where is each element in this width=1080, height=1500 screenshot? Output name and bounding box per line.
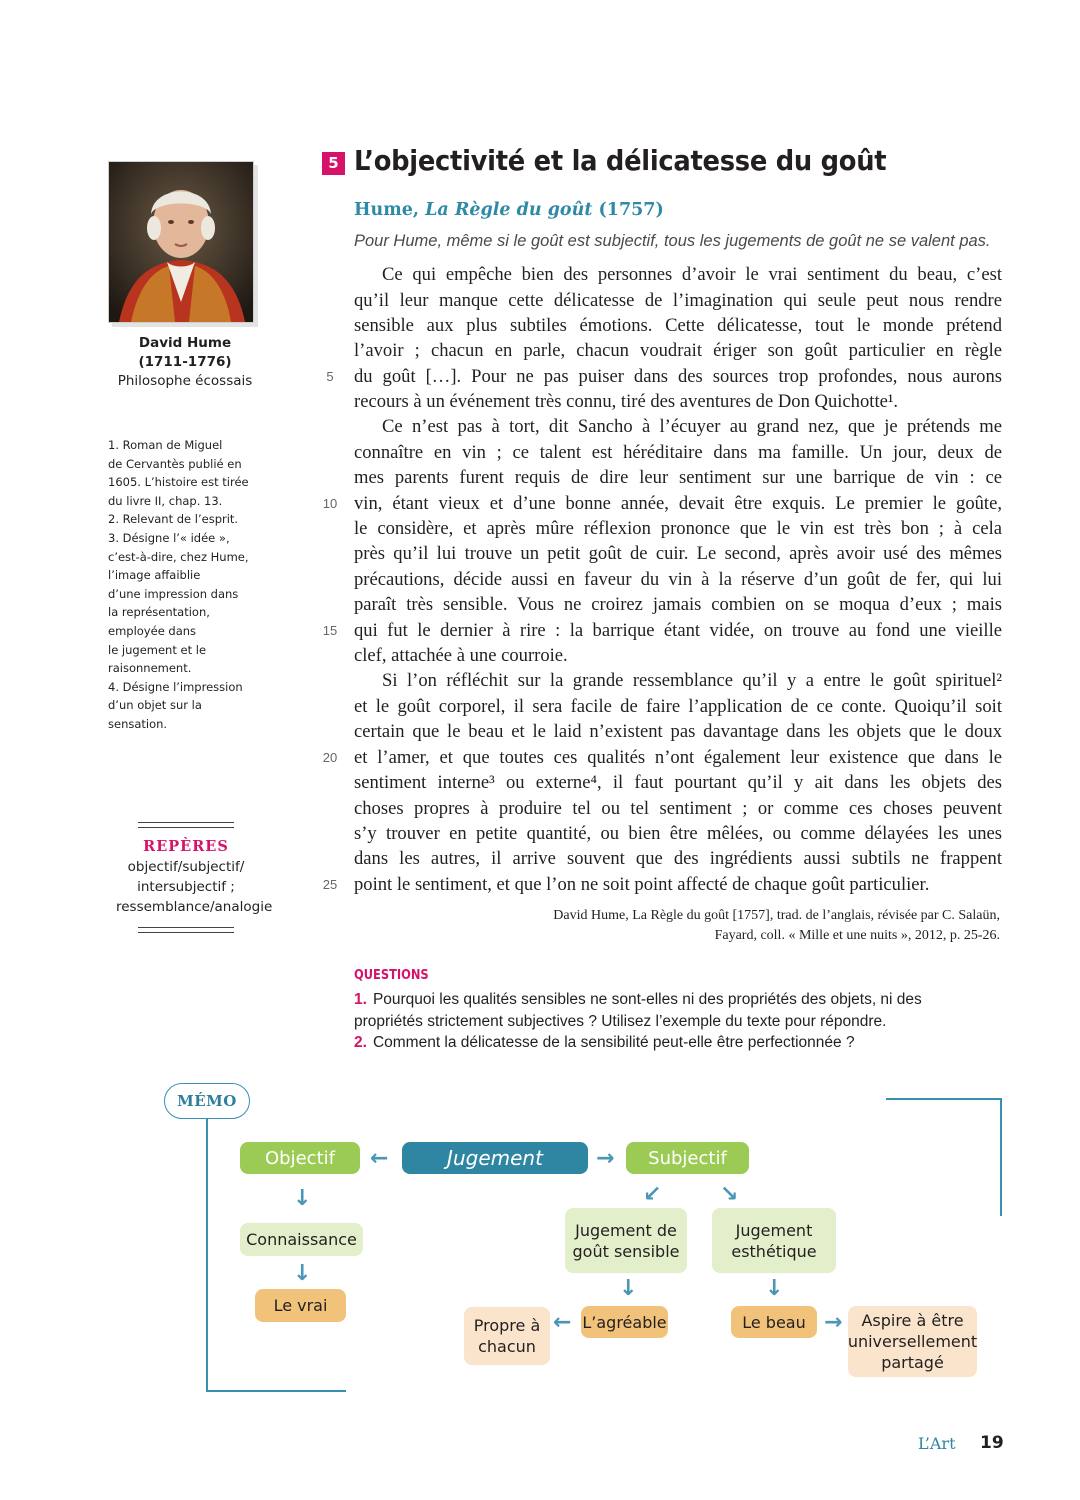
intro-text: Pour Hume, même si le goût est subjectif, tous les jugements de goût ne se valent pas.	[354, 232, 991, 250]
line-number: 5	[326, 369, 334, 384]
box-line: partagé	[881, 1353, 944, 1372]
arrow-down-right-icon: ↘	[720, 1182, 739, 1207]
footnote-line: d’un objet sur la	[108, 698, 202, 713]
text-line: clef, attachée à une courroie.	[354, 645, 568, 666]
arrow-right-icon: →	[824, 1310, 843, 1335]
line-number: 20	[322, 750, 338, 765]
text-line: dans les autres, il arrive souvent que des ingrédients aussi subtils ne frappent	[354, 848, 1002, 869]
footnotes	[108, 436, 268, 734]
text-line: connaître en vin ; ce talent est héréditaire dans ma famille. Un jour, deux de	[354, 442, 1002, 463]
reperes-box	[116, 822, 273, 933]
text-line: Ce qui empêche bien des personnes d’avoir le vrai sentiment du beau, c’est	[382, 264, 1002, 285]
source-work: La Règle du goût	[425, 200, 593, 220]
question-text: Comment la délicatesse de la sensibilité peut-elle être perfectionnée ?	[372, 1034, 855, 1051]
text-line: point le sentiment, et que l’on ne soit point affecté de chaque goût particulier.	[354, 874, 930, 895]
box-line: universellement	[847, 1332, 978, 1351]
question-text: Pourquoi les qualités sensibles ne sont-elles ni des propriétés des objets, ni des	[372, 991, 922, 1008]
box-jugement: Jugement	[402, 1142, 588, 1174]
memo-frame-line	[206, 1390, 346, 1392]
box-le-vrai: Le vrai	[255, 1289, 346, 1322]
memo-frame-line	[886, 1098, 1001, 1100]
divider	[138, 927, 234, 933]
source-author: Hume,	[354, 200, 420, 220]
reperes-line: objectif/subjectif/	[127, 859, 245, 875]
text-line: choses propres à produire tel ou tel sentiment ; or comme ces choses peuvent	[354, 798, 1002, 819]
footer-section: L’Art	[918, 1434, 956, 1453]
footnote-line: le jugement et le	[108, 642, 207, 657]
text-line: Si l’on réfléchit sur la grande ressemblance qu’il y a entre le goût spirituel²	[382, 670, 1002, 691]
box-subjectif: Subjectif	[626, 1142, 749, 1174]
source-year: (1757)	[598, 200, 664, 220]
text-line: près qu’il lui trouve un petit goût de cuir. Le second, après avoir usé des mêmes	[354, 543, 1002, 564]
footnote-line: c’est-à-dire, chez Hume,	[108, 549, 249, 564]
box-aspire-universel	[848, 1306, 977, 1377]
text-line: certain que le beau et le laid n’existent pas davantage dans les objets que le doux	[354, 721, 1002, 742]
citation	[430, 906, 1000, 946]
source-title	[354, 200, 664, 220]
portrait-image	[109, 162, 253, 322]
text-line: qu’il leur manque cette délicatesse de l’imagination qui seule peut nous rendre	[354, 290, 1002, 311]
footnote-line: la représentation,	[108, 605, 210, 620]
box-jugement-esthetique	[712, 1208, 836, 1273]
document-number-badge: 5	[322, 152, 345, 175]
question-1	[354, 989, 922, 1010]
text-line: recours à un événement très connu, tiré des aventures de Don Quichotte¹.	[354, 391, 899, 412]
arrow-right-icon: →	[596, 1146, 615, 1171]
box-line: Propre à	[473, 1316, 541, 1335]
footnote-line: d’une impression dans	[108, 586, 239, 601]
arrow-down-icon: ↓	[293, 1261, 312, 1286]
footnote-line: 1605. L’histoire est tirée	[108, 475, 249, 490]
page-number: 19	[980, 1433, 1004, 1453]
text-line: précautions, décide aussi en faveur du vin à la réserve d’un goût de fer, qui lui	[354, 569, 1002, 590]
text-line: sensible aux plus subtiles émotions. Cette délicatesse, tout le monde prétend	[354, 315, 1002, 336]
text-line: vin, étant vieux et d’une bonne année, devait être exquis. Le premier le goûte,	[354, 493, 1002, 514]
footnote-line: de Cervantès publié en	[108, 456, 242, 471]
text-line: du goût […]. Pour ne pas puiser dans des sources trop profondes, nous aurons	[354, 366, 1002, 387]
box-line: chacun	[478, 1337, 536, 1356]
box-objectif: Objectif	[240, 1142, 360, 1174]
question-number: 1.	[354, 991, 367, 1008]
box-connaissance: Connaissance	[240, 1223, 363, 1256]
memo-frame-line	[206, 1117, 208, 1391]
footnote-line: 2. Relevant de l’esprit.	[108, 512, 239, 527]
text-line: qui fut le dernier à rire : la barrique étant vidée, on trouve au fond une vieille	[354, 620, 1002, 641]
line-number: 15	[322, 623, 338, 638]
footnote-line: 4. Désigne l’impression	[108, 679, 243, 694]
citation-line: Fayard, coll. « Mille et une nuits », 2012, p. 25-26.	[714, 928, 1000, 943]
citation-line: David Hume, La Règle du goût [1757], trad. de l’anglais, révisée par C. Salaün,	[553, 908, 1000, 923]
footnote-line: 3. Désigne l’« idée »,	[108, 530, 230, 545]
box-jugement-gout-sensible	[565, 1208, 687, 1273]
arrow-left-icon: ←	[553, 1310, 572, 1335]
line-number: 25	[322, 877, 338, 892]
footnote-line: raisonnement.	[108, 661, 192, 676]
box-le-beau: Le beau	[731, 1306, 817, 1338]
box-line: Aspire à être	[861, 1311, 964, 1330]
reperes-line: intersubjectif ;	[137, 879, 235, 895]
author-dates: (1711-1776)	[138, 354, 232, 370]
text-line: le considère, et après mûre réflexion prononce que le vin est très bon ; à cela	[354, 518, 1002, 539]
footnote-line: employée dans	[108, 623, 197, 638]
footnote-line: 1. Roman de Miguel	[108, 438, 223, 452]
box-line: Jugement	[735, 1220, 813, 1240]
text-line: et l’amer, et que toutes ces qualités n’ont également leur existence que dans le	[354, 747, 1002, 768]
text-line: mes parents furent requis de dire leur sentiment sur une barrique de vin : ce	[354, 467, 1002, 488]
box-propre-a-chacun	[464, 1307, 550, 1365]
question-1-continued: propriétés strictement subjectives ? Utilisez l’exemple du texte pour répondre.	[354, 1013, 887, 1030]
footnote-line: du livre II, chap. 13.	[108, 493, 223, 508]
arrow-down-icon: ↓	[765, 1276, 784, 1301]
arrow-down-left-icon: ↙	[643, 1182, 662, 1207]
text-line: Ce n’est pas à tort, dit Sancho à l’écuyer au grand nez, que je prétends me	[382, 416, 1002, 437]
memo-badge: MÉMO	[164, 1083, 250, 1119]
text-line: et le goût corporel, il sera facile de faire l’application de ce conte. Quoiqu’il soit	[354, 696, 1002, 717]
author-role: Philosophe écossais	[117, 373, 253, 389]
author-portrait	[108, 161, 254, 323]
text-line: sentiment interne³ ou externe⁴, il faut pourtant qu’il y ait dans les objets des	[354, 772, 1002, 793]
box-agreable: L’agréable	[581, 1306, 668, 1338]
box-line: esthétique	[731, 1241, 817, 1261]
question-2	[354, 1032, 855, 1053]
box-line: Jugement de	[575, 1220, 677, 1240]
question-number: 2.	[354, 1034, 367, 1051]
text-line: l’avoir ; chacun en parle, chacun voudrait ériger son goût particulier en règle	[354, 340, 1002, 361]
line-number: 10	[322, 496, 338, 511]
reperes-body	[116, 857, 273, 917]
text-line: paraît très sensible. Vous ne croirez jamais combien on se moqua d’eux ; mais	[354, 594, 1002, 615]
footnote-line: l’image affaiblie	[108, 568, 201, 583]
arrow-down-icon: ↓	[293, 1186, 312, 1211]
memo-frame-line	[1000, 1098, 1002, 1216]
questions-title: QUESTIONS	[354, 968, 429, 983]
box-line: goût sensible	[572, 1241, 680, 1261]
page-title: L’objectivité et la délicatesse du goût	[354, 144, 887, 177]
text-line: s’y trouver en petite quantité, ou bien être mêlées, ou comme délayées les unes	[354, 823, 1002, 844]
footnote-line: sensation.	[108, 716, 168, 731]
arrow-left-icon: ←	[370, 1146, 389, 1171]
arrow-down-icon: ↓	[619, 1276, 638, 1301]
reperes-line: ressemblance/analogie	[116, 899, 273, 915]
reperes-title: REPÈRES	[143, 838, 229, 855]
divider	[138, 822, 234, 828]
author-name: David Hume	[138, 335, 232, 351]
author-caption	[100, 334, 270, 391]
